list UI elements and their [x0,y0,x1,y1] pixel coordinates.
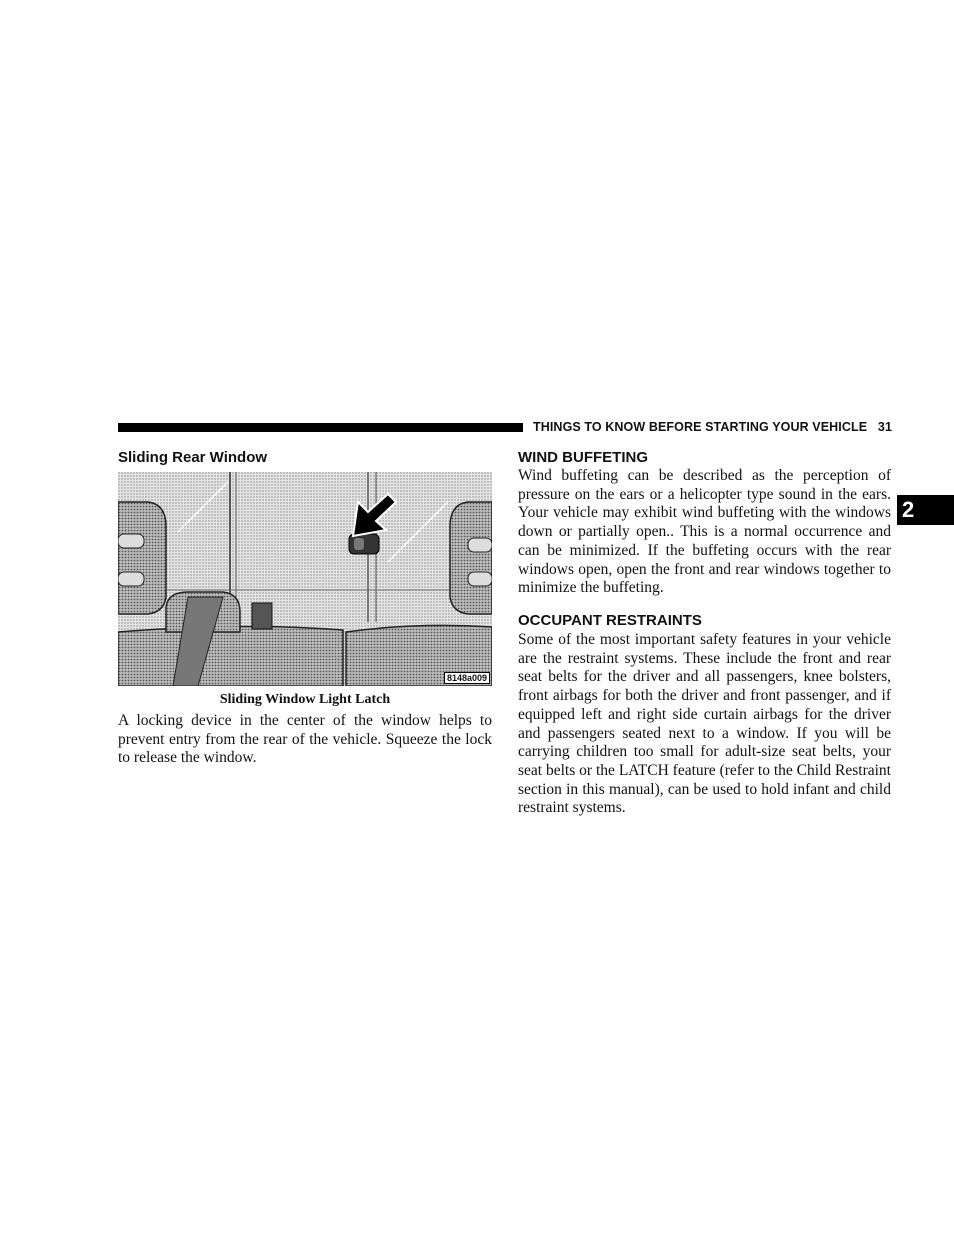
window-latch-illustration [118,472,492,686]
occupant-restraints-paragraph: Some of the most important safety features in your vehicle are the restraint systems. These include the front and rear seat belts for the driver and all passengers, knee bolsters, front airbags for both the driver and front passenger, and if equipped left and right side curtain airbags for the driver and passengers seated next to a window. If you will be carrying children too small for adult-size seat belts, your seat belts or the LATCH feature (refer to the Child Restraint section in this manual), can be used to hold infant and child restraint systems. [518,631,891,817]
occupant-restraints-heading: OCCUPANT RESTRAINTS [518,612,702,629]
wind-buffeting-heading: WIND BUFFETING [518,449,648,466]
chapter-number: 2 [902,497,915,522]
figure-id: 8148a009 [444,672,490,684]
sliding-window-paragraph: A locking device in the center of the window helps to prevent entry from the rear of the vehicle. Squeeze the lock to release the window. [118,712,492,767]
header-rule [118,423,523,432]
sliding-rear-window-heading: Sliding Rear Window [118,449,268,466]
figure-caption: Sliding Window Light Latch [219,692,391,707]
page-number: 31 [877,420,893,434]
wind-buffeting-paragraph: Wind buffeting can be described as the perception of pressure on the ears or a helicopter type sound in the ears. Your vehicle may exhibit wind buffeting with the windows down or partially open.. This is a normal occurrence and can be minimized. If the buffeting occurs with the rear windows open, open the front and rear windows together to minimize the buffeting. [518,467,891,597]
running-header [533,420,891,434]
section-title: THINGS TO KNOW BEFORE STARTING YOUR VEHICLE [533,420,868,434]
sliding-window-figure [118,472,492,686]
chapter-tab [897,495,954,525]
